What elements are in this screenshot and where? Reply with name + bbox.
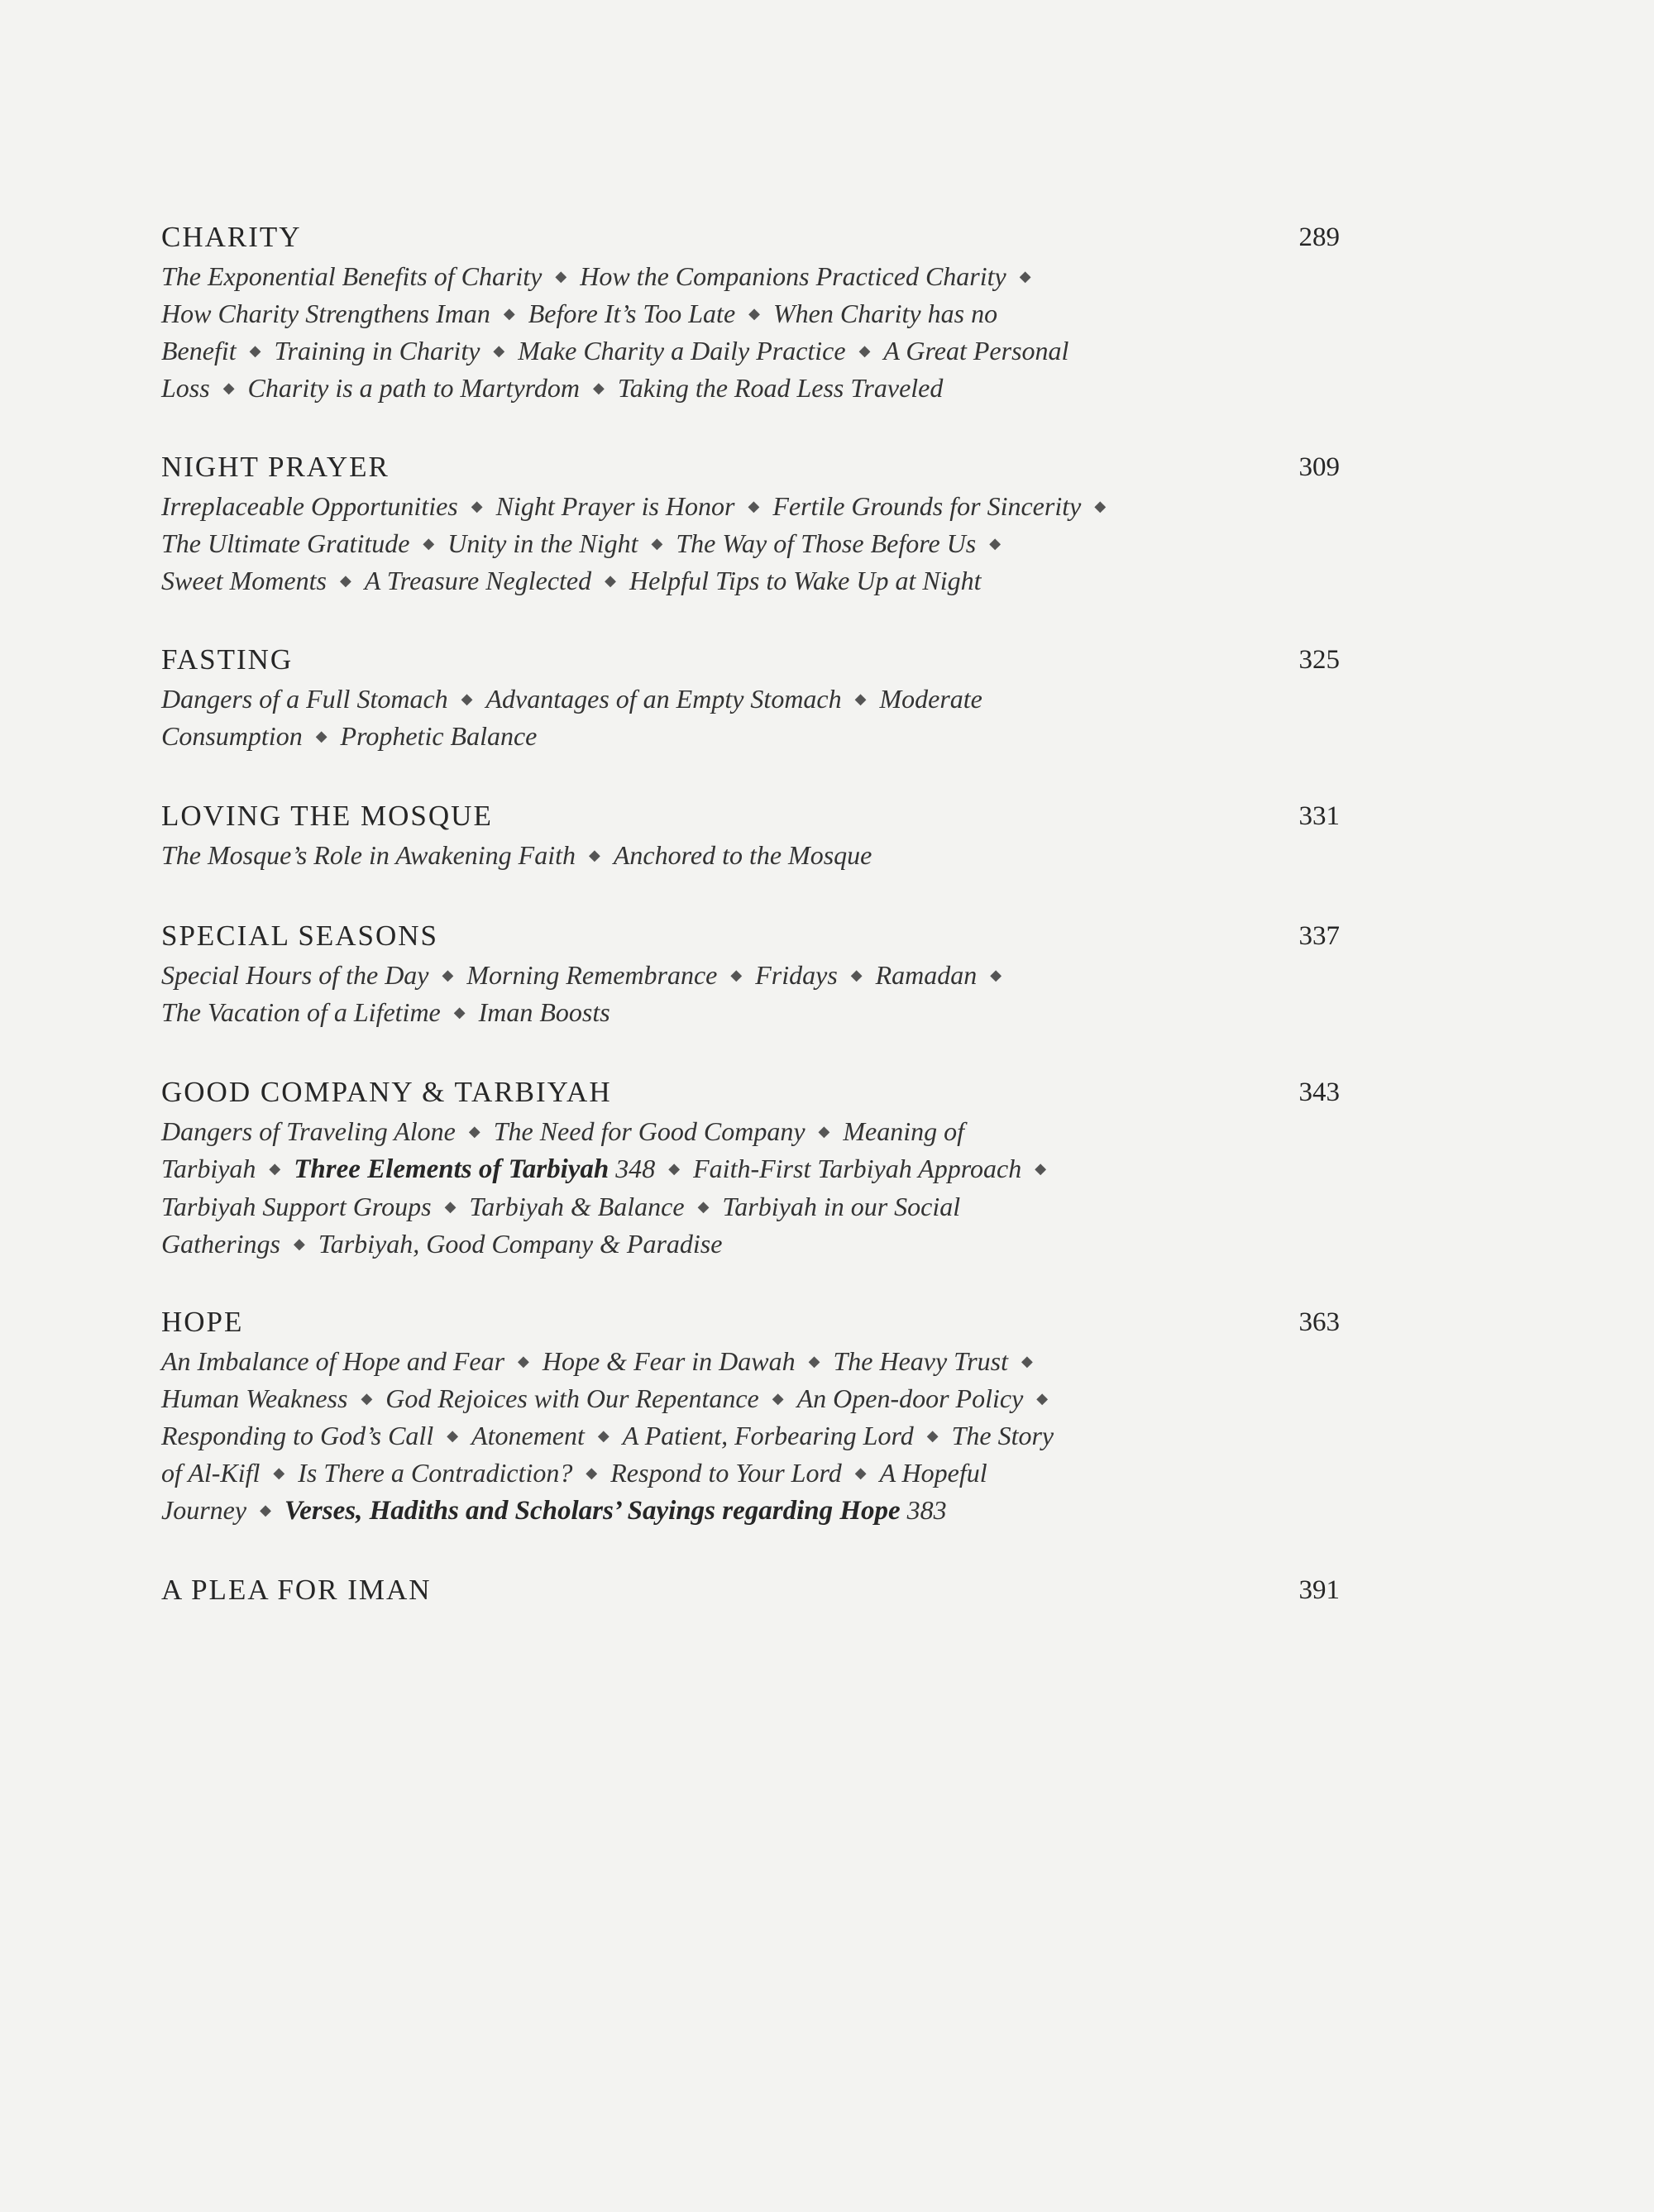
diamond-separator-icon: ◆: [555, 268, 567, 284]
section-title: Night Prayer is Honor: [495, 491, 735, 521]
section-title: Dangers of Traveling Alone: [161, 1116, 456, 1146]
chapter-page-number: 309: [1298, 452, 1340, 482]
diamond-separator-icon: ◆: [423, 535, 435, 552]
section-line: [161, 1417, 1212, 1455]
chapter-title: GOOD COMPANY & TARBIYAH: [161, 1076, 612, 1108]
section-title: 348: [609, 1154, 656, 1183]
section-title: Responding to God’s Call: [161, 1421, 434, 1450]
section-title: Loss: [161, 373, 210, 403]
diamond-separator-icon: ◆: [748, 498, 760, 514]
section-title: Consumption: [161, 721, 303, 751]
diamond-separator-icon: ◆: [854, 690, 867, 707]
section-title: The Mosque’s Role in Awakening Faith: [161, 840, 576, 870]
diamond-separator-icon: ◆: [730, 967, 743, 983]
diamond-separator-icon: ◆: [444, 1198, 457, 1215]
section-title: Tarbiyah, Good Company & Paradise: [318, 1229, 723, 1259]
diamond-separator-icon: ◆: [1035, 1160, 1047, 1177]
featured-section-title: Three Elements of Tarbiyah: [294, 1154, 609, 1184]
chapter-page-number: 331: [1298, 801, 1340, 831]
section-title: The Ultimate Gratitude: [161, 528, 410, 558]
section-line: [161, 525, 1212, 562]
diamond-separator-icon: ◆: [926, 1427, 939, 1444]
chapter-page-number: 337: [1298, 921, 1340, 951]
section-title: Anchored to the Mosque: [613, 840, 872, 870]
section-title: Sweet Moments: [161, 566, 327, 595]
toc-entry-loving-the-mosque: [161, 798, 1340, 874]
toc-entry-header: [161, 1074, 1340, 1111]
chapter-page-number: 289: [1298, 222, 1340, 252]
featured-section-title: Verses, Hadiths and Scholars’ Sayings regarding Hope: [284, 1496, 901, 1526]
section-title: Atonement: [471, 1421, 585, 1450]
section-title: Make Charity a Daily Practice: [518, 336, 846, 365]
diamond-separator-icon: ◆: [222, 380, 235, 396]
section-list: [161, 1343, 1212, 1530]
section-list: [161, 957, 1212, 1031]
section-list: [161, 1113, 1212, 1263]
section-title: The Heavy Trust: [833, 1346, 1008, 1376]
section-line: [161, 258, 1212, 295]
diamond-separator-icon: ◆: [1019, 268, 1031, 284]
section-title: A Patient, Forbearing Lord: [622, 1421, 914, 1450]
diamond-separator-icon: ◆: [518, 1353, 529, 1369]
section-line: [161, 1492, 1212, 1530]
section-list: [161, 258, 1212, 407]
chapter-title: FASTING: [161, 643, 294, 676]
section-title: How Charity Strengthens Iman: [161, 299, 490, 328]
chapter-page-number: 325: [1298, 645, 1340, 675]
diamond-separator-icon: ◆: [260, 1502, 271, 1518]
section-title: Faith-First Tarbiyah Approach: [693, 1154, 1022, 1183]
diamond-separator-icon: ◆: [461, 690, 473, 707]
section-line: [161, 1455, 1212, 1492]
chapter-page-number: 343: [1298, 1077, 1340, 1107]
section-line: [161, 681, 1212, 718]
section-title: Benefit: [161, 336, 237, 365]
diamond-separator-icon: ◆: [249, 342, 261, 359]
section-title: A Great Personal: [883, 336, 1069, 365]
toc-entry-fasting: [161, 642, 1340, 755]
section-title: Advantages of an Empty Stomach: [485, 684, 842, 714]
diamond-separator-icon: ◆: [651, 535, 663, 552]
section-title: Helpful Tips to Wake Up at Night: [629, 566, 982, 595]
section-line: [161, 370, 1212, 407]
section-line: [161, 332, 1212, 370]
section-title: The Vacation of a Lifetime: [161, 997, 441, 1027]
section-line: [161, 1188, 1212, 1225]
section-line: [161, 957, 1212, 994]
section-title: An Open-door Policy: [796, 1383, 1024, 1413]
section-title: Iman Boosts: [478, 997, 610, 1027]
section-title: Respond to Your Lord: [610, 1458, 842, 1488]
diamond-separator-icon: ◆: [315, 728, 327, 744]
section-title: Ramadan: [875, 960, 978, 990]
section-title: Tarbiyah: [161, 1154, 256, 1183]
section-line: [161, 1225, 1212, 1263]
diamond-separator-icon: ◆: [1021, 1353, 1033, 1369]
section-line: [161, 488, 1212, 525]
chapter-title: A PLEA FOR IMAN: [161, 1574, 432, 1606]
diamond-separator-icon: ◆: [668, 1160, 681, 1177]
section-title: A Hopeful: [879, 1458, 987, 1488]
diamond-separator-icon: ◆: [453, 1004, 466, 1020]
section-line: [161, 1380, 1212, 1417]
diamond-separator-icon: ◆: [593, 380, 605, 396]
toc-entry-hope: [161, 1304, 1340, 1530]
diamond-separator-icon: ◆: [294, 1235, 305, 1252]
toc-entry-charity: [161, 219, 1340, 407]
diamond-separator-icon: ◆: [808, 1353, 820, 1369]
diamond-separator-icon: ◆: [447, 1427, 459, 1444]
section-title: Special Hours of the Day: [161, 960, 429, 990]
toc-entry-header: [161, 449, 1340, 485]
diamond-separator-icon: ◆: [854, 1464, 867, 1481]
section-title: The Story: [951, 1421, 1054, 1450]
section-title: Tarbiyah & Balance: [469, 1192, 685, 1221]
section-title: Before It’s Too Late: [528, 299, 736, 328]
diamond-separator-icon: ◆: [850, 967, 863, 983]
section-title: Human Weakness: [161, 1383, 348, 1413]
section-title: Moderate: [879, 684, 982, 714]
section-title: An Imbalance of Hope and Fear: [161, 1346, 505, 1376]
diamond-separator-icon: ◆: [818, 1123, 830, 1139]
diamond-separator-icon: ◆: [273, 1464, 285, 1481]
section-line: [161, 295, 1212, 332]
section-line: [161, 1343, 1212, 1380]
section-title: The Need for Good Company: [493, 1116, 805, 1146]
section-line: [161, 1150, 1212, 1188]
diamond-separator-icon: ◆: [503, 305, 515, 322]
diamond-separator-icon: ◆: [748, 305, 760, 322]
section-line: [161, 1113, 1212, 1150]
toc-entry-night-prayer: [161, 449, 1340, 600]
section-title: A Treasure Neglected: [364, 566, 592, 595]
chapter-title: LOVING THE MOSQUE: [161, 800, 493, 832]
section-title: When Charity has no: [772, 299, 998, 328]
section-list: [161, 837, 1212, 874]
diamond-separator-icon: ◆: [858, 342, 871, 359]
section-title: Irreplaceable Opportunities: [161, 491, 458, 521]
section-list: [161, 681, 1212, 755]
diamond-separator-icon: ◆: [989, 535, 1001, 552]
diamond-separator-icon: ◆: [589, 847, 600, 863]
section-title: Training in Charity: [274, 336, 480, 365]
section-title: Journey: [161, 1495, 247, 1525]
toc-entry-a-plea-for-iman: [161, 1572, 1340, 1608]
section-line: [161, 562, 1212, 600]
diamond-separator-icon: ◆: [990, 967, 1002, 983]
toc-entry-header: [161, 798, 1340, 834]
diamond-separator-icon: ◆: [586, 1464, 598, 1481]
section-title: Fertile Grounds for Sincerity: [772, 491, 1082, 521]
diamond-separator-icon: ◆: [471, 498, 483, 514]
diamond-separator-icon: ◆: [493, 342, 505, 359]
diamond-separator-icon: ◆: [597, 1427, 609, 1444]
diamond-separator-icon: ◆: [442, 967, 454, 983]
chapter-title: SPECIAL SEASONS: [161, 920, 439, 952]
toc-entry-header: [161, 918, 1340, 954]
section-title: Taking the Road Less Traveled: [617, 373, 944, 403]
chapter-page-number: 391: [1298, 1575, 1340, 1605]
section-title: Tarbiyah Support Groups: [161, 1192, 432, 1221]
diamond-separator-icon: ◆: [468, 1123, 480, 1139]
section-title: 383: [900, 1495, 947, 1525]
section-title: Unity in the Night: [447, 528, 638, 558]
section-title: Morning Remembrance: [466, 960, 718, 990]
diamond-separator-icon: ◆: [339, 572, 351, 589]
section-title: Meaning of: [843, 1116, 965, 1146]
chapter-page-number: 363: [1298, 1307, 1340, 1337]
toc-entry-special-seasons: [161, 918, 1340, 1031]
chapter-title: NIGHT PRAYER: [161, 451, 390, 483]
section-title: Hope & Fear in Dawah: [542, 1346, 796, 1376]
section-title: Dangers of a Full Stomach: [161, 684, 448, 714]
diamond-separator-icon: ◆: [605, 572, 616, 589]
section-list: [161, 488, 1212, 600]
section-title: Gatherings: [161, 1229, 280, 1259]
toc-entry-header: [161, 219, 1340, 256]
section-title: Is There a Contradiction?: [298, 1458, 573, 1488]
section-title: How the Companions Practiced Charity: [580, 261, 1006, 291]
diamond-separator-icon: ◆: [361, 1390, 373, 1407]
toc-entry-header: [161, 642, 1340, 678]
diamond-separator-icon: ◆: [697, 1198, 710, 1215]
section-title: Fridays: [755, 960, 838, 990]
section-title: The Exponential Benefits of Charity: [161, 261, 543, 291]
section-title: God Rejoices with Our Repentance: [385, 1383, 759, 1413]
toc-entry-good-company-tarbiyah: [161, 1074, 1340, 1263]
section-title: The Way of Those Before Us: [676, 528, 977, 558]
section-line: [161, 718, 1212, 755]
section-line: [161, 837, 1212, 874]
chapter-title: CHARITY: [161, 221, 302, 253]
toc-entry-header: [161, 1304, 1340, 1340]
diamond-separator-icon: ◆: [269, 1160, 281, 1177]
diamond-separator-icon: ◆: [1094, 498, 1107, 514]
section-line: [161, 994, 1212, 1031]
section-title: Prophetic Balance: [340, 721, 538, 751]
section-title: Charity is a path to Martyrdom: [247, 373, 581, 403]
toc-entry-header: [161, 1572, 1340, 1608]
diamond-separator-icon: ◆: [772, 1390, 784, 1407]
section-title: of Al-Kifl: [161, 1458, 261, 1488]
diamond-separator-icon: ◆: [1036, 1390, 1049, 1407]
section-title: Tarbiyah in our Social: [722, 1192, 961, 1221]
chapter-title: HOPE: [161, 1306, 244, 1338]
